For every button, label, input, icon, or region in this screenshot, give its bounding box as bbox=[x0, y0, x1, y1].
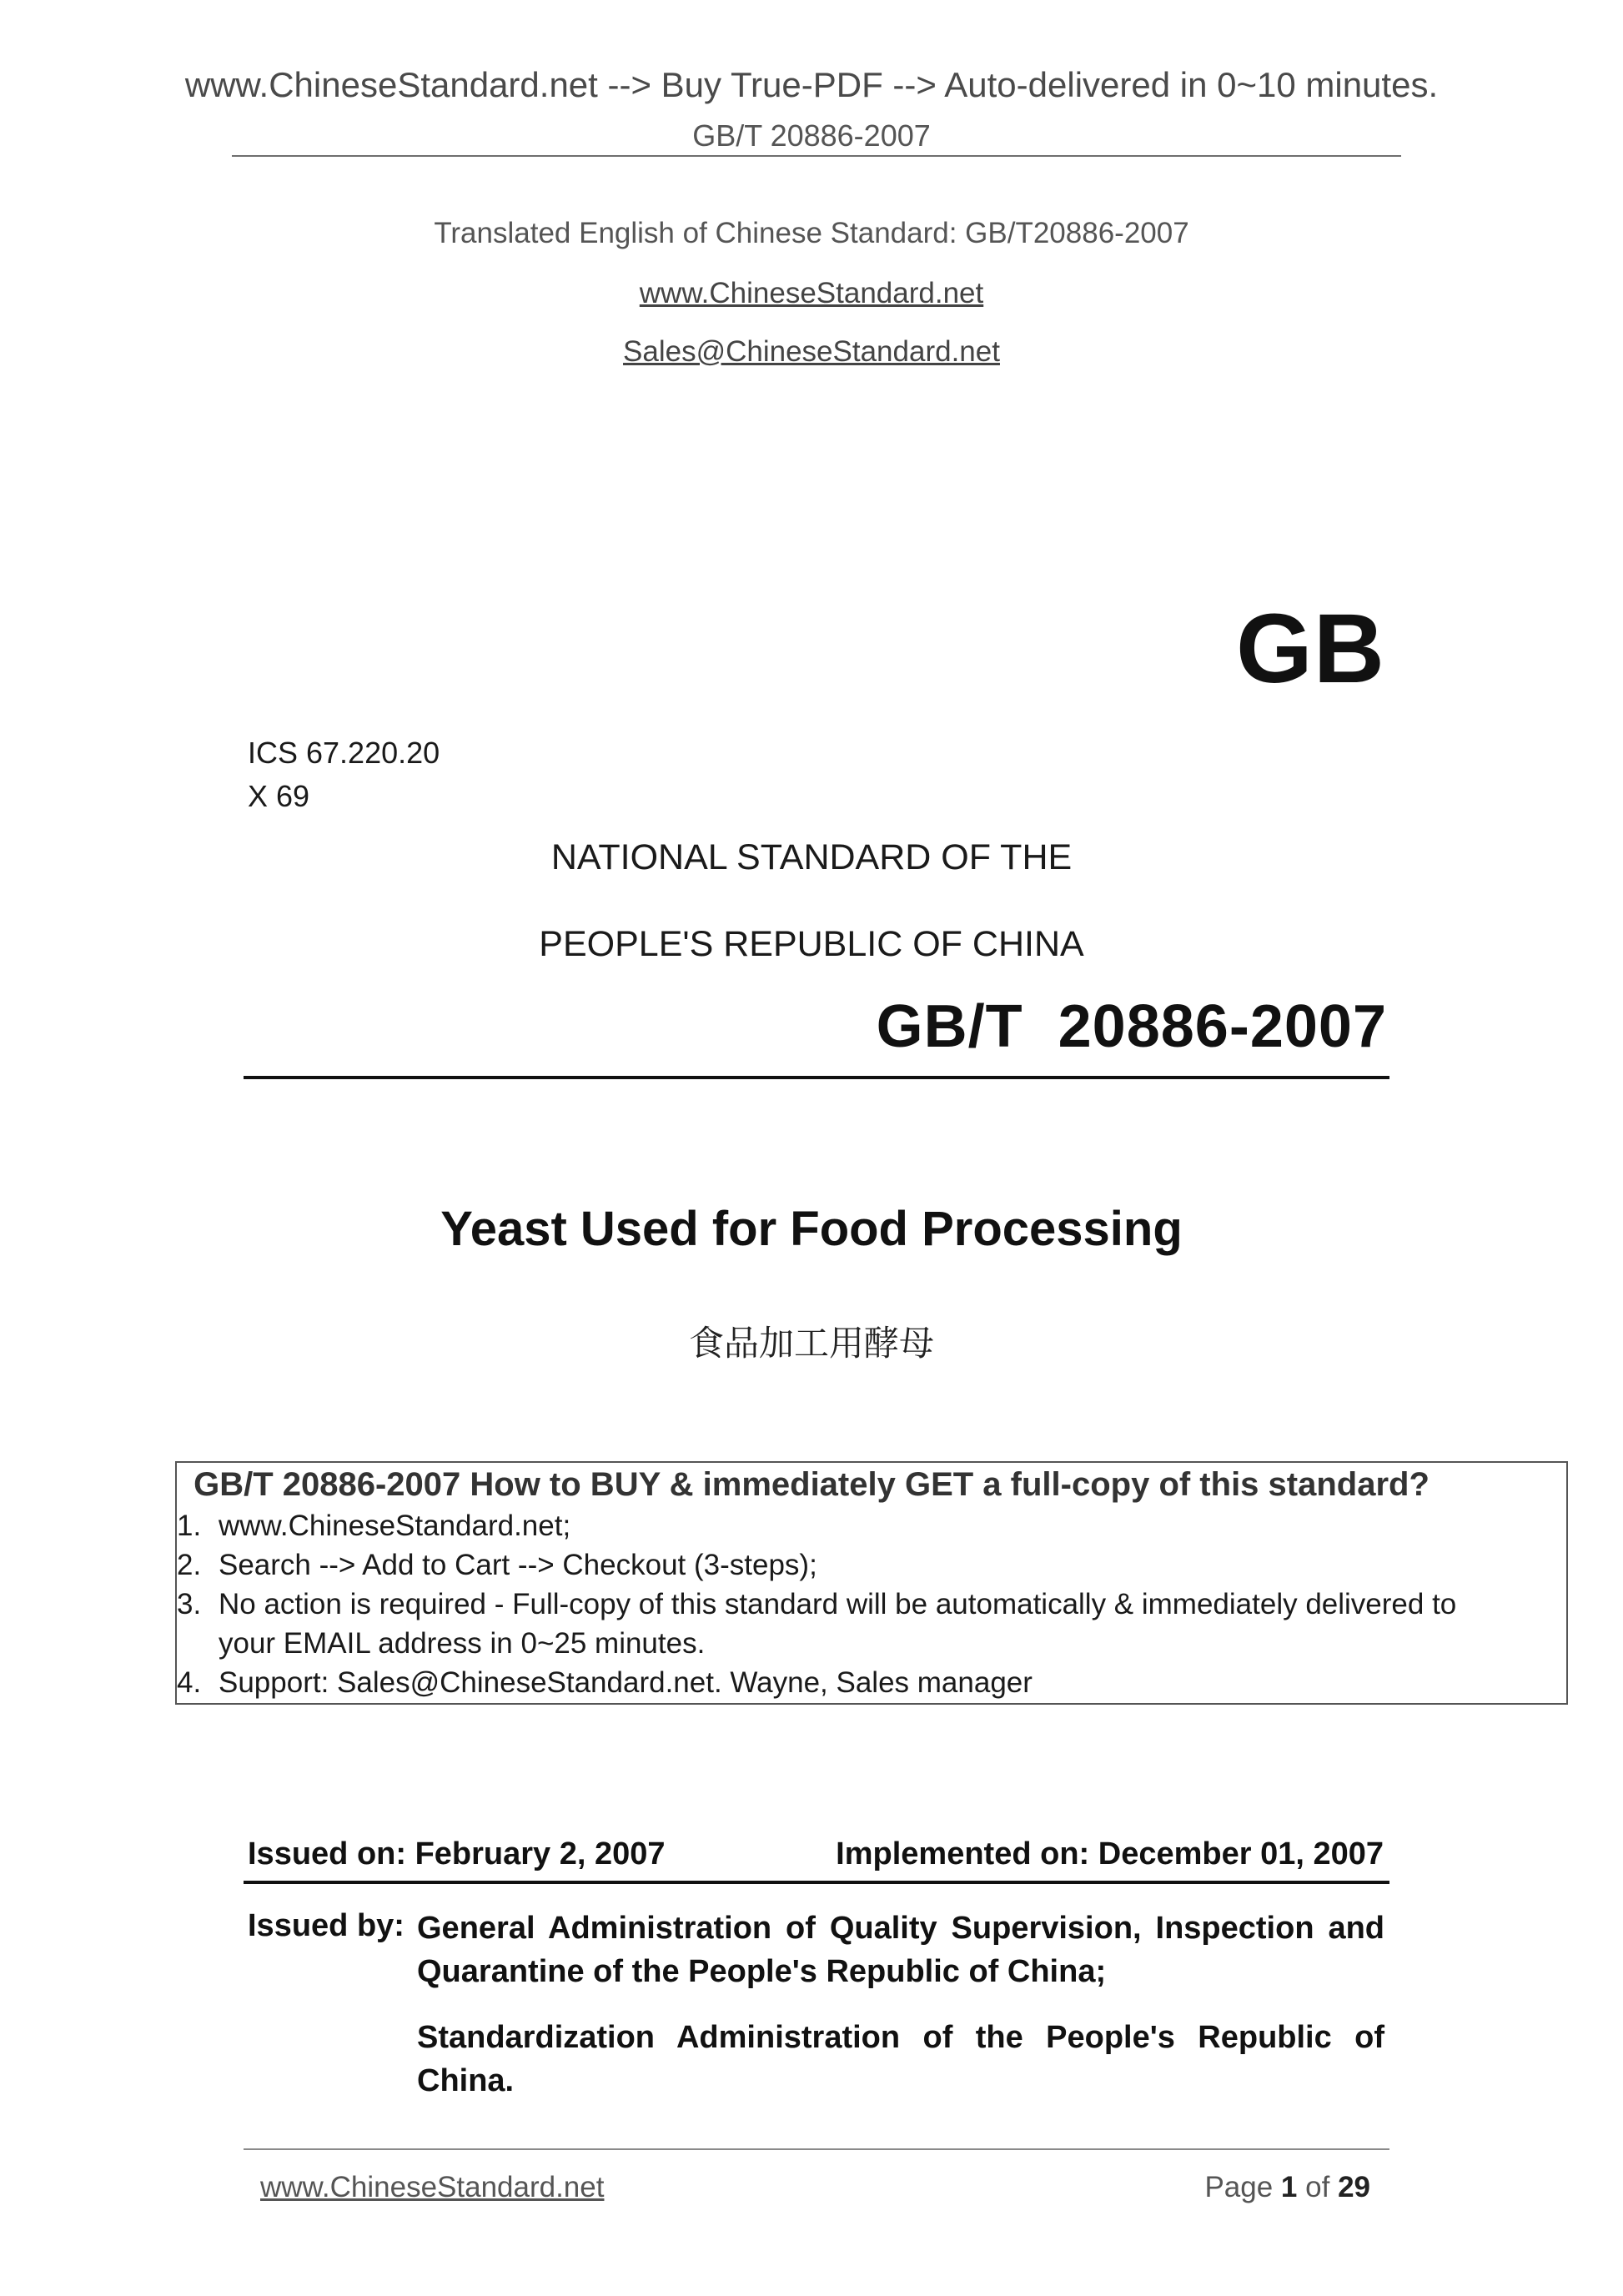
buy-step-number: 2. bbox=[177, 1549, 202, 1581]
buy-step bbox=[177, 1510, 570, 1543]
buy-step-number: 4. bbox=[177, 1666, 202, 1699]
buy-step bbox=[177, 1549, 817, 1582]
ics-code: ICS 67.220.20 bbox=[248, 736, 440, 770]
page-label: Page bbox=[1204, 2171, 1274, 2203]
sales-email-link[interactable]: Sales@ChineseStandard.net bbox=[623, 335, 1000, 368]
sales-link-row bbox=[0, 335, 1623, 369]
top-banner: www.ChineseStandard.net --> Buy True-PDF --> Auto-delivered in 0~10 minutes. bbox=[184, 65, 1439, 104]
website-link-row bbox=[0, 277, 1623, 310]
document-title: Yeast Used for Food Processing bbox=[440, 1202, 1183, 1256]
buy-step-continuation bbox=[177, 1627, 705, 1660]
issuer-sac: Standardization Administration of the People's Republic of China. bbox=[417, 2020, 1384, 2098]
buy-step-text: Support: Sales@ChineseStandard.net. Wayne, Sales manager bbox=[219, 1666, 1033, 1699]
gb-mark: GB bbox=[1236, 594, 1385, 704]
dates-divider bbox=[244, 1881, 1389, 1884]
website-link[interactable]: www.ChineseStandard.net bbox=[639, 277, 984, 309]
footer-website-link[interactable]: www.ChineseStandard.net bbox=[260, 2171, 605, 2203]
standard-number-divider bbox=[244, 1076, 1389, 1079]
x-code: X 69 bbox=[248, 779, 310, 813]
footer-divider bbox=[244, 2148, 1389, 2150]
national-standard-line-2: PEOPLE'S REPUBLIC OF CHINA bbox=[539, 924, 1084, 964]
page-of-label: of bbox=[1305, 2171, 1330, 2203]
buy-step bbox=[177, 1588, 1456, 1621]
issued-on-date: Issued on: February 2, 2007 bbox=[248, 1836, 666, 1871]
buy-step-number: 3. bbox=[177, 1588, 202, 1620]
buy-step-number: 1. bbox=[177, 1510, 202, 1542]
document-title-chinese: 食品加工用酵母 bbox=[688, 1323, 934, 1364]
standard-number: GB/T 20886-2007 bbox=[876, 993, 1387, 1060]
buy-step-text: your EMAIL address in 0~25 minutes. bbox=[219, 1627, 706, 1660]
national-standard-line-1: NATIONAL STANDARD OF THE bbox=[550, 837, 1073, 877]
buy-step-text: Search --> Add to Cart --> Checkout (3-steps); bbox=[219, 1549, 817, 1581]
buy-step-text: No action is required - Full-copy of this standard will be automatically & immediately delivered to bbox=[219, 1588, 1457, 1620]
issued-by-label: Issued by: bbox=[248, 1908, 404, 1943]
current-page-number: 1 bbox=[1280, 2171, 1298, 2203]
buy-box-title: GB/T 20886-2007 How to BUY & immediately GET a full-copy of this standard? bbox=[193, 1466, 1430, 1503]
buy-step-text: www.ChineseStandard.net; bbox=[219, 1510, 571, 1542]
translated-notice: Translated English of Chinese Standard: GB/T20886-2007 bbox=[434, 217, 1189, 249]
implemented-on-date: Implemented on: December 01, 2007 bbox=[836, 1836, 1384, 1871]
issuer-aqsiq: General Administration of Quality Supervision, Inspection and Quarantine of the People's Republic of China; bbox=[417, 1911, 1384, 1989]
buy-step bbox=[177, 1666, 1033, 1700]
total-page-count: 29 bbox=[1338, 2171, 1370, 2203]
header-divider bbox=[232, 155, 1401, 157]
page-indicator bbox=[1204, 2171, 1370, 2204]
header-standard-code: GB/T 20886-2007 bbox=[692, 118, 931, 153]
